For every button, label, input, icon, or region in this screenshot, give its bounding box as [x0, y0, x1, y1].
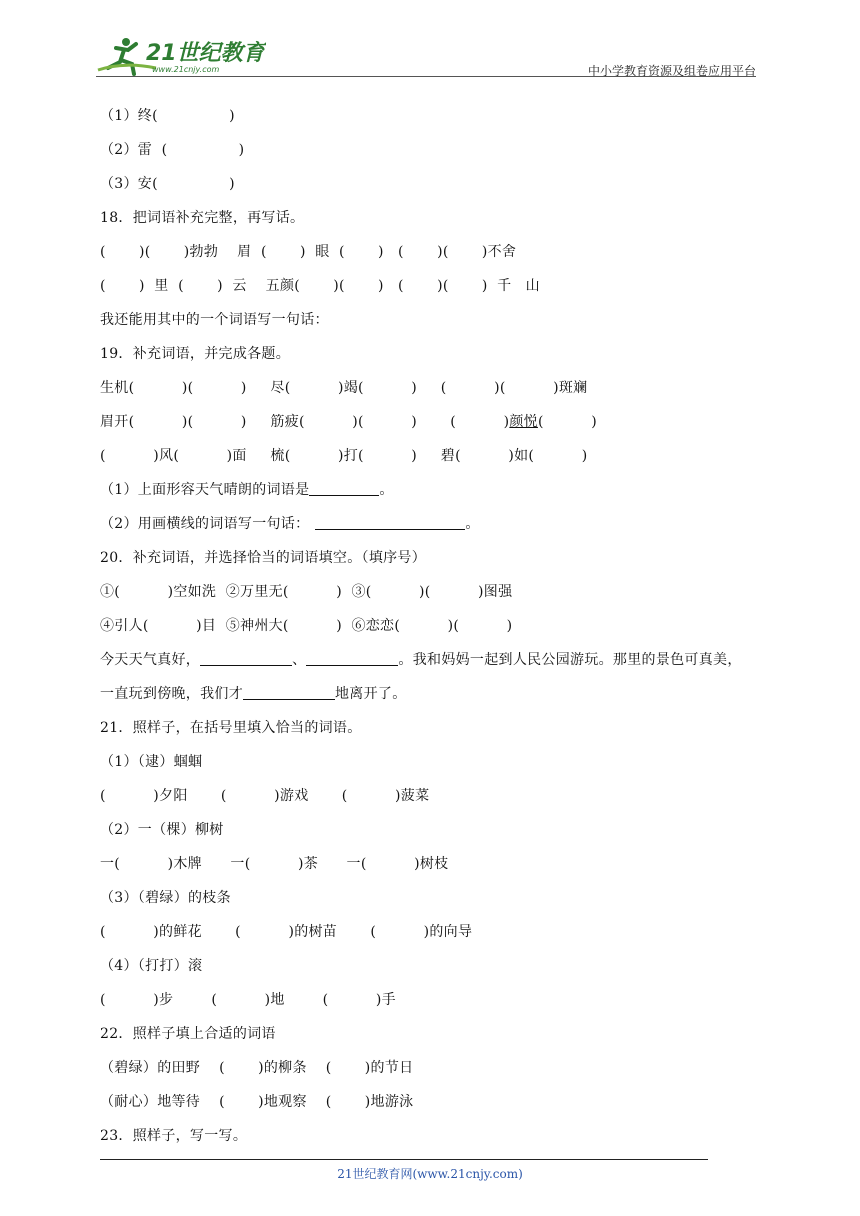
passage-text: 地离开了。 [335, 686, 407, 702]
answer-blank[interactable] [306, 651, 398, 666]
q21-example-4: （4）（打打）滚 [100, 958, 203, 974]
q21-title: 21．照样子，在括号里填入恰当的词语。 [100, 720, 362, 736]
logo-url: www.21cnjy.com [152, 65, 220, 74]
passage-text: 一直玩到傍晚，我们才 [100, 686, 243, 702]
q18-title: 18．把词语补充完整，再写话。 [100, 210, 305, 226]
page-footer: 21世纪教育网(www.21cnjy.com) [337, 1167, 523, 1181]
q19-title: 19．补充词语，并完成各题。 [100, 346, 291, 362]
q21-example-2: （2）一（棵）柳树 [100, 822, 224, 838]
q22-title: 22．照样子填上合适的词语 [100, 1026, 276, 1042]
q19-sub-2 [100, 514, 480, 534]
q23-title: 23．照样子，写一写。 [100, 1128, 248, 1144]
q18-prompt: 我还能用其中的一个词语写一句话： [100, 312, 329, 328]
site-logo [96, 34, 266, 78]
header-divider [96, 76, 756, 77]
q21-row-2: 一( )木牌 一( )茶 一( )树枝 [100, 856, 449, 872]
page-header [96, 34, 756, 78]
q21-example-1: （1）（逮）蝈蝈 [100, 754, 203, 770]
q20-row-1: ①( )空如洗 ②万里无( ) ③( )( )图强 [100, 584, 513, 600]
q19-sub-2-end: 。 [465, 516, 480, 532]
platform-title: 中小学教育资源及组卷应用平台 [587, 64, 756, 78]
q20-row-2: ④引人( )目 ⑤神州大( ) ⑥恋恋( )( ) [100, 618, 513, 634]
q17-item-1: （1）终( ) [100, 108, 235, 124]
q20-passage-2 [100, 684, 407, 704]
q17-item-2: （2）雷 ( ) [100, 142, 245, 158]
q19-row-3: ( )风( )面 梳( )打( ) 碧( )如( ) [100, 448, 588, 464]
answer-blank[interactable] [315, 515, 465, 530]
q21-row-4: ( )步 ( )地 ( )手 [100, 992, 396, 1008]
q19-sub-1 [100, 480, 394, 500]
passage-sep: 、 [292, 652, 307, 668]
q21-example-3: （3）（碧绿）的枝条 [100, 890, 231, 906]
q21-row-1: ( )夕阳 ( )游戏 ( )菠菜 [100, 788, 430, 804]
q22-row-1: （碧绿）的田野 ( )的柳条 ( )的节日 [100, 1060, 414, 1076]
logo-text: 21世纪教育 [146, 41, 265, 66]
answer-blank[interactable] [243, 685, 335, 700]
q18-row-1: ( )( )勃勃 眉 ( ) 眼 ( ) ( )( )不舍 [100, 244, 517, 260]
q21-row-3: ( )的鲜花 ( )的树苗 ( )的向导 [100, 924, 473, 940]
footer-divider [100, 1159, 708, 1160]
q19-sub-1-text: （1）上面形容天气晴朗的词语是 [100, 482, 310, 498]
q19-sub-2-text: （2）用画横线的词语写一句话： [100, 516, 310, 532]
underlined-word: 颜悦 [509, 414, 538, 430]
q17-item-3: （3）安( ) [100, 176, 235, 192]
q19-row-1: 生机( )( ) 尽( )竭( ) ( )( )斑斓 [100, 380, 588, 396]
q19-row-2-start: 眉开( )( ) 筋疲( )( ) ( ) [100, 414, 510, 430]
q19-row-2-end: ( ) [537, 414, 597, 430]
passage-text: 今天天气真好， [100, 652, 201, 668]
passage-text: 。我和妈妈一起到人民公园游玩。那里的景色可真美， [398, 652, 742, 668]
q20-title: 20．补充词语，并选择恰当的词语填空。（填序号） [100, 550, 427, 566]
q20-passage-1 [100, 650, 742, 670]
answer-blank[interactable] [200, 651, 292, 666]
answer-blank[interactable] [309, 481, 379, 496]
q19-row-2 [100, 412, 597, 432]
q18-row-2: ( ) 里 ( ) 云 五颜( )( ) ( )( ) 千 山 [100, 278, 540, 294]
q22-row-2: （耐心）地等待 ( )地观察 ( )地游泳 [100, 1094, 414, 1110]
q19-sub-1-end: 。 [379, 482, 394, 498]
